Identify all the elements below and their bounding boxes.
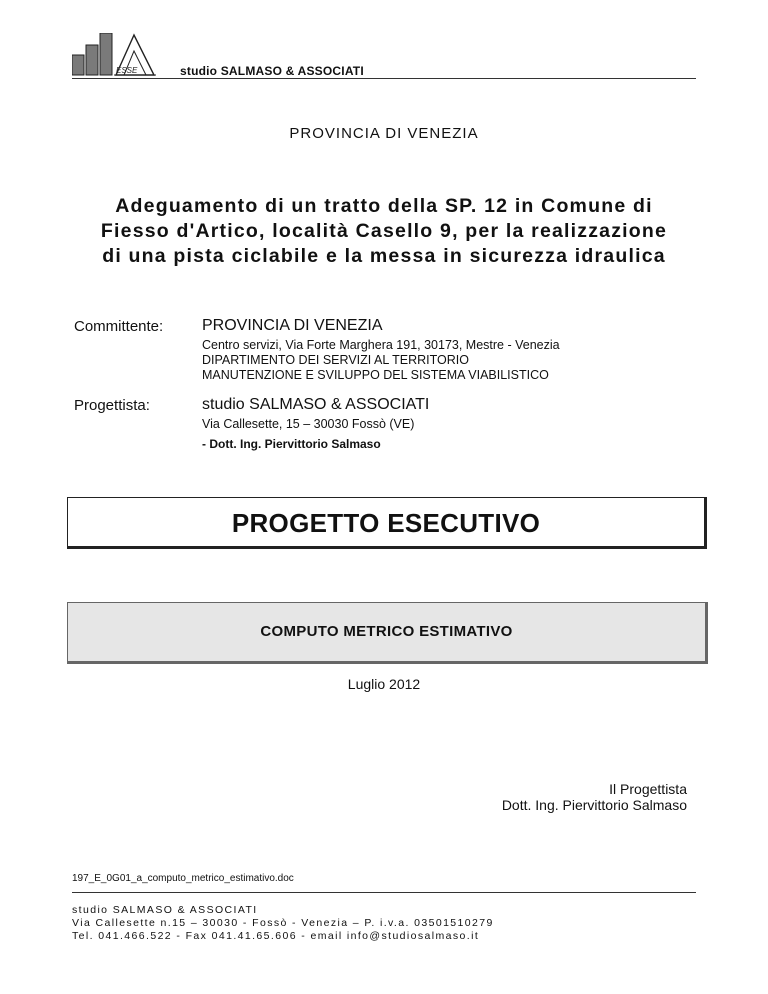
footer-firm: studio SALMASO & ASSOCIATI <box>72 904 258 916</box>
client-details <box>202 338 560 383</box>
client-detail-line: Centro servizi, Via Forte Marghera 191, 30173, Mestre - Venezia <box>202 338 560 352</box>
designer-engineer: - Dott. Ing. Piervittorio Salmaso <box>202 437 381 451</box>
designer-name: studio SALMASO & ASSOCIATI <box>202 396 430 413</box>
client-label: Committente: <box>74 318 164 335</box>
signature-name: Dott. Ing. Piervittorio Salmaso <box>501 797 687 813</box>
signature-role: Il Progettista <box>609 781 687 797</box>
firm-logo <box>72 33 162 77</box>
document-type-box <box>67 602 708 664</box>
project-title <box>40 194 728 269</box>
client-detail-line: MANUTENZIONE E SVILUPPO DEL SISTEMA VIABILISTICO <box>202 368 549 382</box>
client-detail-line: DIPARTIMENTO DEI SERVIZI AL TERRITORIO <box>202 353 469 367</box>
project-phase-title: PROGETTO ESECUTIVO <box>231 508 541 538</box>
client-name: PROVINCIA DI VENEZIA <box>202 317 383 334</box>
designer-label: Progettista: <box>74 397 150 414</box>
title-line: Adeguamento di un tratto della SP. 12 in Comune di <box>115 195 653 217</box>
header-divider <box>72 78 696 79</box>
header-firm-name: studio SALMASO & ASSOCIATI <box>180 64 364 78</box>
file-name: 197_E_0G01_a_computo_metrico_estimativo.doc <box>72 873 294 884</box>
project-phase-box <box>67 497 707 549</box>
logo-text: ESSE <box>116 66 138 75</box>
document-date: Luglio 2012 <box>347 676 421 692</box>
province-heading: PROVINCIA DI VENEZIA <box>289 125 479 142</box>
footer-contacts: Tel. 041.466.522 - Fax 041.41.65.606 - email info@studiosalmaso.it <box>72 930 480 942</box>
title-line: di una pista ciclabile e la messa in sicurezza idraulica <box>102 245 666 267</box>
document-type-title: COMPUTO METRICO ESTIMATIVO <box>260 623 513 640</box>
designer-address: Via Callesette, 15 – 30030 Fossò (VE) <box>202 417 415 431</box>
logo-graphic <box>72 33 162 77</box>
title-line: Fiesso d'Artico, località Casello 9, per la realizzazione <box>100 220 668 242</box>
footer-address: Via Callesette n.15 – 30030 - Fossò - Venezia – P. i.v.a. 03501510279 <box>72 917 494 929</box>
footer-divider <box>72 892 696 893</box>
